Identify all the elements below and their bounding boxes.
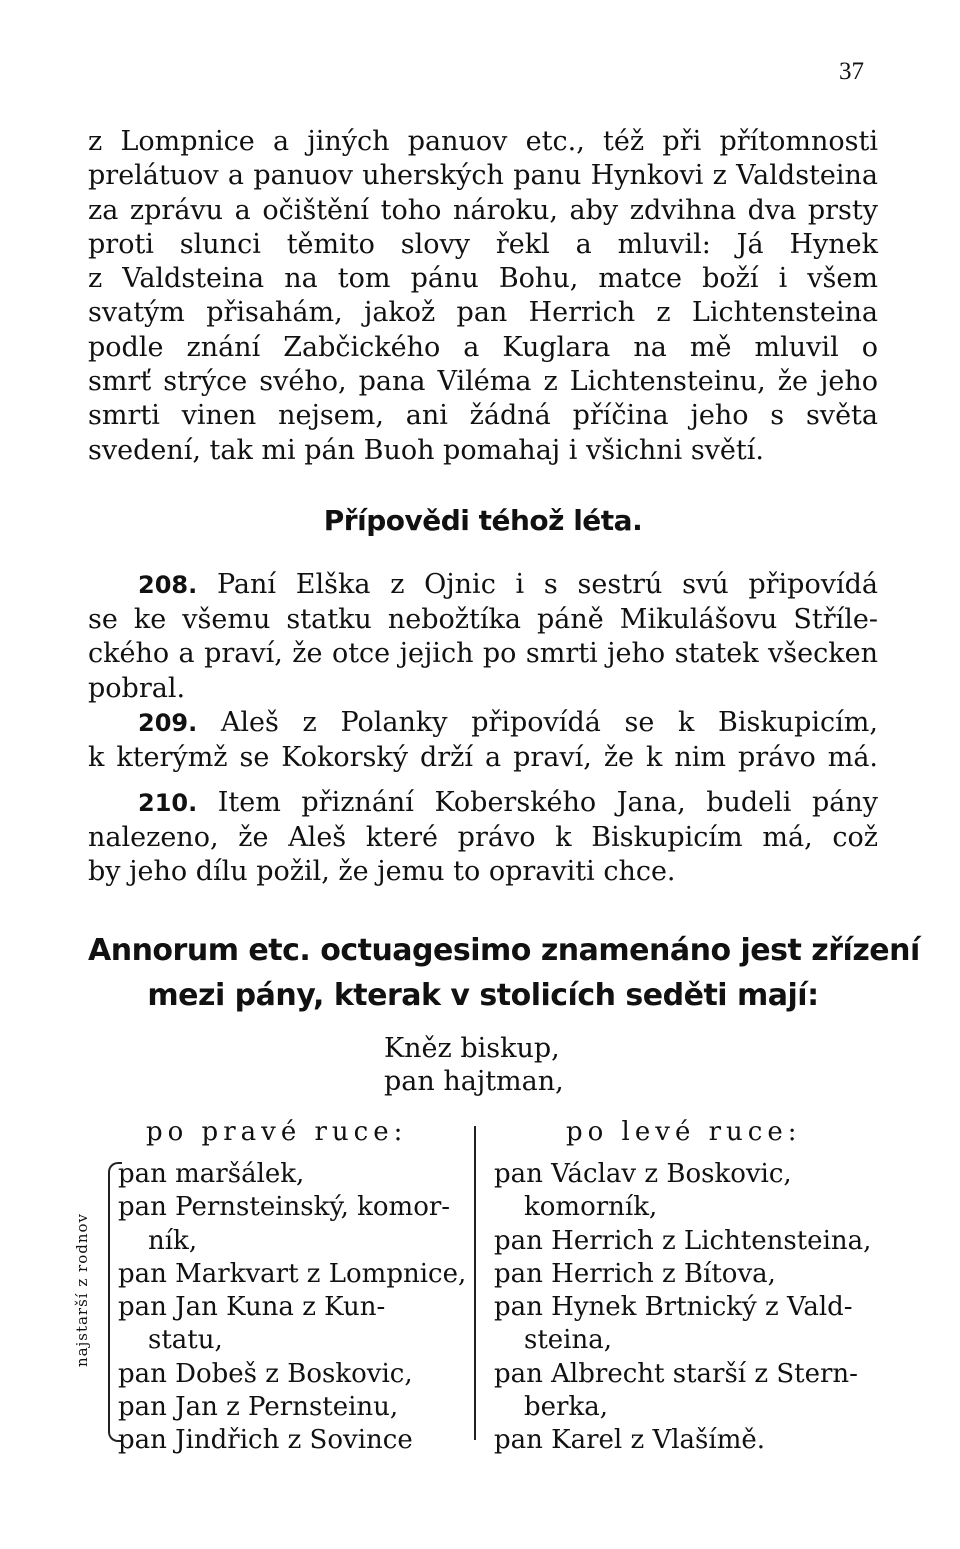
list-item: pan Dobeš z Boskovic, — [118, 1358, 413, 1389]
heading-line: mezi pány, kterak v stolicích seděti mají: — [147, 978, 819, 1013]
seating-heading — [88, 928, 920, 1018]
list-item: pan Herrich z Lichtensteina, — [494, 1225, 872, 1256]
list-item: pan Albrecht starší z Stern- — [494, 1358, 858, 1389]
bishop-block — [384, 1032, 564, 1098]
entry-text: Aleš z Polanky připovídá se k Biskupicím, — [220, 707, 878, 738]
list-item: pan maršálek, — [118, 1159, 305, 1189]
text-line: svatým přisahám, jakož pan Herrich z Lichtensteina — [88, 297, 878, 329]
text-line: ckého a praví, že otce jejich po smrti jeho statek všecken — [88, 638, 878, 669]
text-line: by jeho dílu požil, že jemu to opraviti chce. — [88, 856, 676, 887]
text-line: nalezeno, že Aleš které právo k Biskupicím má, což — [88, 821, 878, 853]
text-line — [88, 706, 878, 741]
text-line: smrti vinen nejsem, ani žádná příčina jeho s světa — [88, 400, 878, 432]
list-item: komorník, — [524, 1192, 658, 1223]
left-hand-header: po levé ruce: — [566, 1117, 802, 1147]
entry-210 — [88, 786, 878, 890]
list-item: pan Markvart z Lompnice, — [118, 1258, 467, 1289]
text-line: z Lompnice a jiných panuov etc., též při přítomnosti — [88, 126, 878, 157]
text-line — [88, 568, 878, 603]
list-item: ník, — [148, 1225, 198, 1256]
entry-208 — [88, 568, 878, 706]
list-item: pan Jindřich z Sovince — [118, 1425, 413, 1456]
list-item: pan Jan Kuna z Kun- — [118, 1292, 386, 1323]
list-item: pan Václav z Boskovic, — [494, 1159, 792, 1189]
list-item: pan Hynek Brtnický z Vald- — [494, 1292, 853, 1323]
heading-line: Annorum etc. octuagesimo znamenáno jest zřízení — [88, 933, 920, 968]
entry-number: 210. — [138, 789, 198, 817]
text-line: k kterýmž se Kokorský drží a praví, že k nim právo má. — [88, 741, 878, 773]
text-line: prelátuov a panuov uherských panu Hynkovi z Valdsteina — [88, 160, 878, 192]
entry-text: Paní Elška z Ojnic i s sestrú svú připovídá — [216, 569, 878, 600]
entry-number: 209. — [138, 709, 198, 737]
entry-text: Item přiznání Koberského Jana, budeli pány — [217, 787, 878, 818]
right-hand-header: po pravé ruce: — [146, 1117, 408, 1147]
text-line: pobral. — [88, 672, 186, 704]
text-line: podle znání Zabčického a Kuglara na mě mluvil o — [88, 331, 878, 363]
page-number: 37 — [839, 58, 864, 85]
center-line: Kněz biskup, — [384, 1033, 560, 1064]
side-label-text: najstarší z rodnov — [73, 1213, 91, 1367]
opening-paragraph — [88, 125, 878, 468]
list-item: statu, — [148, 1325, 223, 1356]
entry-209 — [88, 706, 878, 775]
list-item: pan Karel z Vlašímě. — [494, 1425, 765, 1456]
text-line: se ke všemu statku nebožtíka páně Mikulášovu Stříle- — [88, 603, 878, 635]
text-line: proti slunci těmito slovy řekl a mluvil: Já Hynek — [88, 228, 878, 260]
right-hand-list — [118, 1158, 466, 1458]
list-item: pan Pernsteinský, komor- — [118, 1192, 451, 1223]
left-hand-list — [494, 1158, 871, 1458]
list-item: steina, — [524, 1325, 613, 1356]
entry-number: 208. — [138, 571, 198, 599]
text-line — [88, 786, 878, 821]
section-heading: Přípovědi téhož léta. — [323, 504, 643, 537]
text-line: za zprávu a očištění toho nároku, aby zdvihna dva prsty — [88, 194, 878, 226]
list-item: pan Herrich z Bítova, — [494, 1258, 776, 1289]
list-item: pan Jan z Pernsteinu, — [118, 1392, 399, 1423]
text-line: z Valdsteina na tom pánu Bohu, matce boží i všem — [88, 263, 878, 295]
column-divider — [474, 1126, 476, 1440]
center-line: pan hajtman, — [384, 1066, 564, 1097]
text-line: smrť strýce svého, pana Viléma z Lichtensteinu, že jeho — [88, 366, 878, 398]
text-line: svedení, tak mi pán Buoh pomahaj i všichni světí. — [88, 434, 764, 466]
list-item: berka, — [524, 1392, 608, 1423]
